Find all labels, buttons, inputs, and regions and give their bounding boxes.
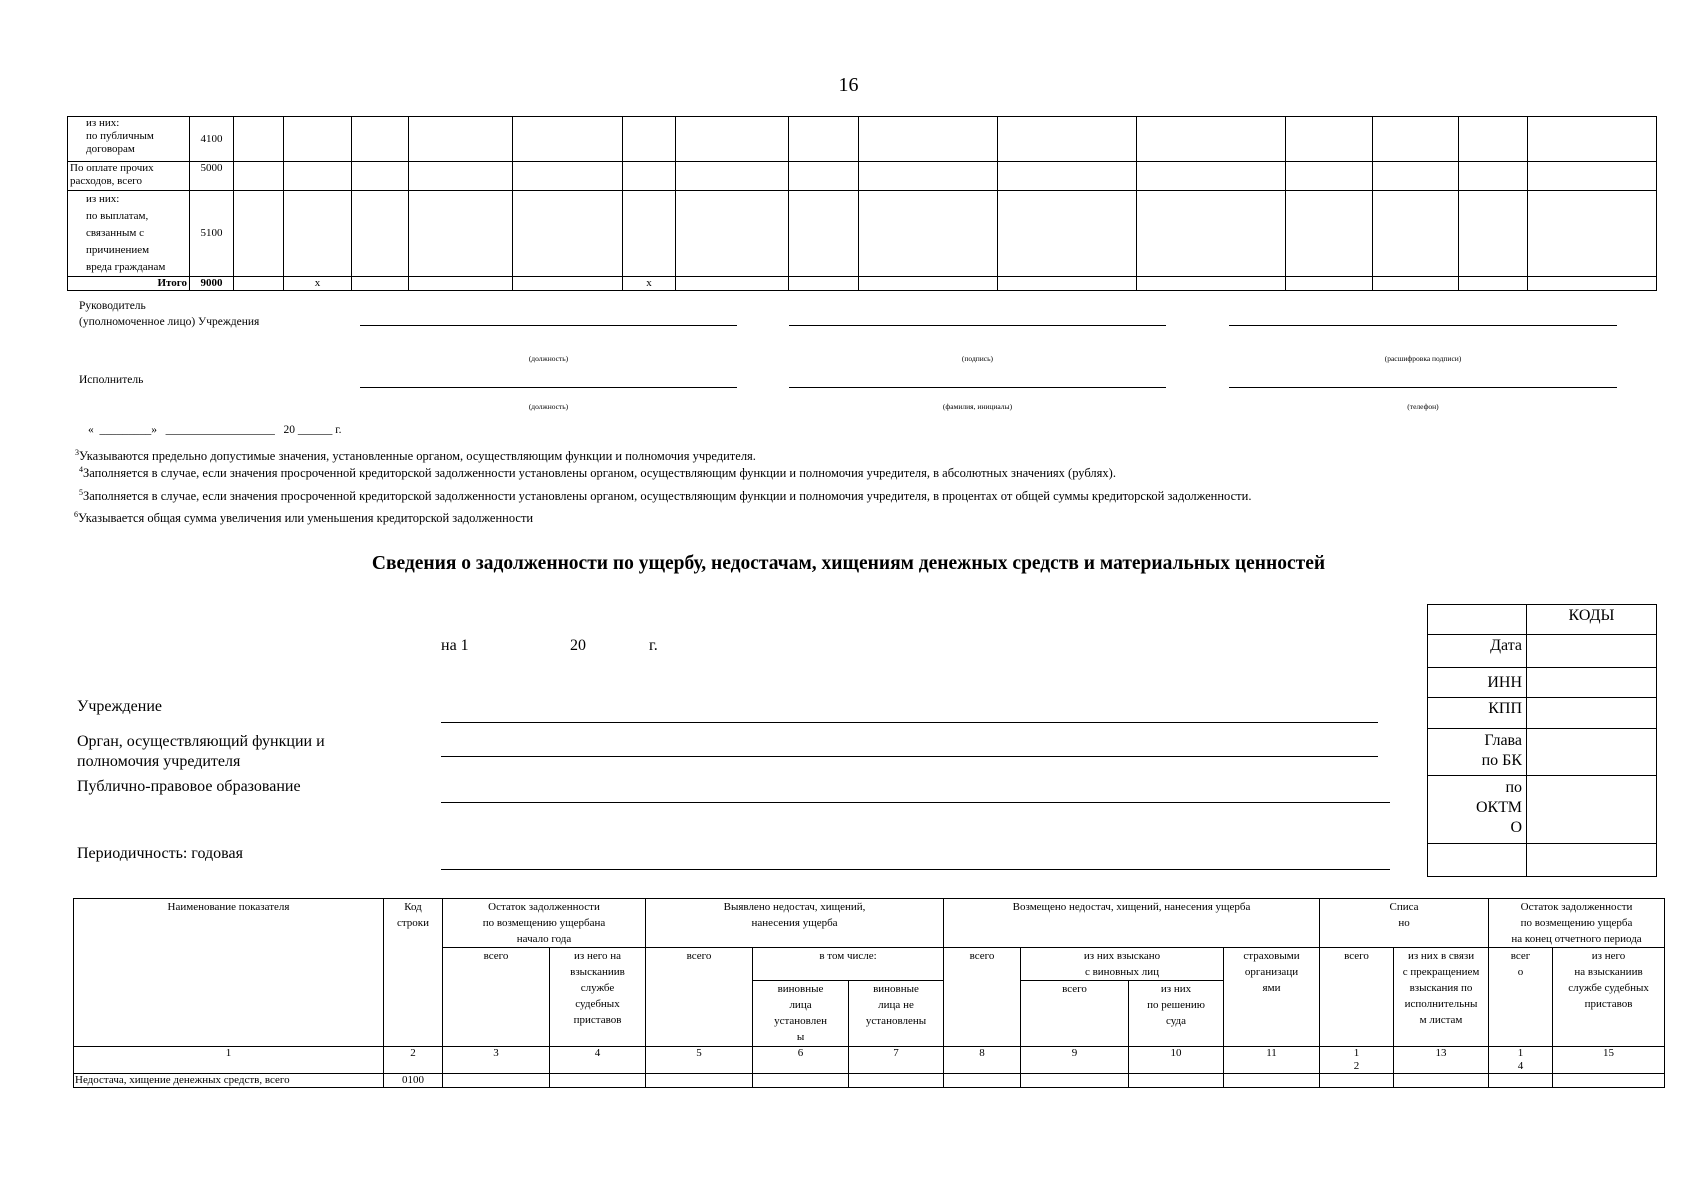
date-on-label: на 1 [441, 637, 469, 654]
footnote-5: $^5$Заполняется в случае, если значения просроченной кредиторской задолженности установлены органом, осуществляющим функции и полномочия учредителя, в процентах от общей суммы кредиторской задолженности. [79, 488, 1252, 504]
code-inn-label: ИНН [1428, 668, 1527, 698]
code-date-label: Дата [1428, 635, 1527, 668]
code-oktmo-value[interactable] [1527, 776, 1657, 844]
public-entity-label: Публично-правовое образование [77, 778, 301, 795]
table-row [68, 162, 1657, 191]
footnote-3: $^3$Указываются предельно допустимые значения, установленные органом, осуществляющим функции и полномочия учредителя. [75, 448, 756, 464]
cell[interactable] [1224, 1074, 1320, 1088]
page-number: 16 [838, 74, 859, 96]
head-decoding-line[interactable] [1229, 325, 1617, 326]
institution-line[interactable] [441, 722, 1378, 723]
th-remainder-start: Остаток задолженности по возмещению ущербана начало года [443, 899, 646, 948]
caption-signature: (подпись) [961, 354, 994, 363]
column-numbers-row [74, 1047, 1665, 1074]
code-oktmo-label: по ОКТМ О [1428, 776, 1527, 844]
col-num: 5 [646, 1047, 753, 1074]
caption-exec-position: (должность) [528, 402, 569, 411]
col-num: 1 4 [1489, 1047, 1553, 1074]
row-label: Недостача, хищение денежных средств, всего [74, 1074, 384, 1088]
th-total: всего [443, 948, 550, 1047]
th-code: Код строки [384, 899, 443, 1047]
total-mark: x [284, 277, 352, 291]
cell[interactable] [1021, 1074, 1129, 1088]
cell[interactable] [1553, 1074, 1665, 1088]
th-including: в том числе: [753, 948, 944, 981]
top-table [67, 116, 1657, 291]
cell[interactable] [753, 1074, 849, 1088]
th-compensated: Возмещено недостач, хищений, нанесения ущерба [944, 899, 1320, 948]
debt-table [73, 898, 1665, 1088]
th-from-culprits: из них взыскано с виновных лиц [1021, 948, 1224, 981]
table-row [74, 1074, 1665, 1088]
organ-line[interactable] [441, 756, 1378, 757]
th-remainder-end: Остаток задолженности по возмещению ущерба на конец отчетного периода [1489, 899, 1665, 948]
th-found: Выявлено недостач, хищений, нанесения ущерба [646, 899, 944, 948]
col-num: 8 [944, 1047, 1021, 1074]
col-num: 1 2 [1320, 1047, 1394, 1074]
col-num: 1 [74, 1047, 384, 1074]
col-num: 4 [550, 1047, 646, 1074]
total-row [68, 277, 1657, 291]
col-num: 7 [849, 1047, 944, 1074]
col-num: 15 [1553, 1047, 1665, 1074]
row-code: 5100 [190, 191, 234, 277]
periodicity-label: Периодичность: годовая [77, 845, 243, 862]
total-mark: x [623, 277, 676, 291]
col-num: 10 [1129, 1047, 1224, 1074]
th-name: Наименование показателя [74, 899, 384, 1047]
th-total: всего [1320, 948, 1394, 1047]
exec-position-line[interactable] [360, 387, 737, 388]
exec-phone-line[interactable] [1229, 387, 1617, 388]
th-insurance: страховыми организаци ями [1224, 948, 1320, 1047]
th-total: всего [944, 948, 1021, 1047]
head-label: Руководитель (уполномоченное лицо) Учреждения [79, 300, 260, 328]
code-inn-value[interactable] [1527, 668, 1657, 698]
code-date-value[interactable] [1527, 635, 1657, 668]
cell[interactable] [944, 1074, 1021, 1088]
periodicity-line[interactable] [441, 869, 1390, 870]
code-extra-value[interactable] [1527, 844, 1657, 877]
caption-position: (должность) [528, 354, 569, 363]
th-bailiff: из него на взысканиив службе судебных приставов [550, 948, 646, 1047]
row-label: из них: по выплатам, связанным с причинением вреда гражданам [68, 191, 190, 277]
cell[interactable] [1129, 1074, 1224, 1088]
th-total-end: всег о [1489, 948, 1553, 1047]
head-position-line[interactable] [360, 325, 737, 326]
organ-label: Орган, осуществляющий функции и полномочия учредителя [77, 733, 325, 770]
caption-exec-phone: (телефон) [1407, 402, 1439, 411]
codes-table [1427, 604, 1657, 877]
exec-name-line[interactable] [789, 387, 1166, 388]
footnote-4: $^4$Заполняется в случае, если значения просроченной кредиторской задолженности установлены органом, осуществляющим функции и полномочия учредителя, в абсолютных значениях (рублях). [79, 465, 1116, 481]
code-glava-value[interactable] [1527, 729, 1657, 776]
row-label: из них: по публичным договорам [68, 117, 190, 162]
col-num: 13 [1394, 1047, 1489, 1074]
total-code: 9000 [190, 277, 234, 291]
th-bailiff-end: из него на взысканиив службе судебных приставов [1553, 948, 1665, 1047]
col-num: 3 [443, 1047, 550, 1074]
row-code: 5000 [190, 162, 234, 191]
cell[interactable] [646, 1074, 753, 1088]
institution-label: Учреждение [77, 698, 162, 715]
cell[interactable] [550, 1074, 646, 1088]
th-termination: из них в связи с прекращением взыскания по исполнительны м листам [1394, 948, 1489, 1047]
th-culprits-established: виновные лица установлен ы [753, 981, 849, 1047]
th-total: всего [1021, 981, 1129, 1047]
total-label: Итого [68, 277, 190, 291]
executor-label: Исполнитель [79, 374, 144, 386]
code-kpp-label: КПП [1428, 698, 1527, 729]
col-num: 11 [1224, 1047, 1320, 1074]
head-signature-line[interactable] [789, 325, 1166, 326]
cell[interactable] [849, 1074, 944, 1088]
cell[interactable] [1320, 1074, 1394, 1088]
date-year-label: 20 [570, 637, 586, 654]
table-row [68, 191, 1657, 277]
th-culprits-unestablished: виновные лица не установлены [849, 981, 944, 1047]
cell[interactable] [1489, 1074, 1553, 1088]
row-code: 4100 [190, 117, 234, 162]
row-code: 0100 [384, 1074, 443, 1088]
th-court: из них по решению суда [1129, 981, 1224, 1047]
date-line: « _________» ___________________ 20 ______ г. [88, 424, 342, 436]
col-num: 6 [753, 1047, 849, 1074]
public-entity-line[interactable] [441, 802, 1390, 803]
row-label: По оплате прочих расходов, всего [68, 162, 190, 191]
footnote-6: $^6$Указывается общая сумма увеличения или уменьшения кредиторской задолженности [74, 510, 534, 526]
cell[interactable] [443, 1074, 550, 1088]
cell[interactable] [1394, 1074, 1489, 1088]
caption-decoding: (расшифровка подписи) [1384, 354, 1462, 363]
caption-exec-name: (фамилия, инициалы) [942, 402, 1013, 411]
col-num: 2 [384, 1047, 443, 1074]
th-total: всего [646, 948, 753, 1047]
codes-header: КОДЫ [1527, 605, 1657, 635]
code-glava-label: Глава по БК [1428, 729, 1527, 776]
code-kpp-value[interactable] [1527, 698, 1657, 729]
table-row [68, 117, 1657, 162]
col-num: 9 [1021, 1047, 1129, 1074]
section-title: Сведения о задолженности по ущербу, недостачам, хищениям денежных средств и материальных ценностей [371, 553, 1326, 574]
date-g-label: г. [649, 637, 658, 654]
th-written-off: Списа но [1320, 899, 1489, 948]
